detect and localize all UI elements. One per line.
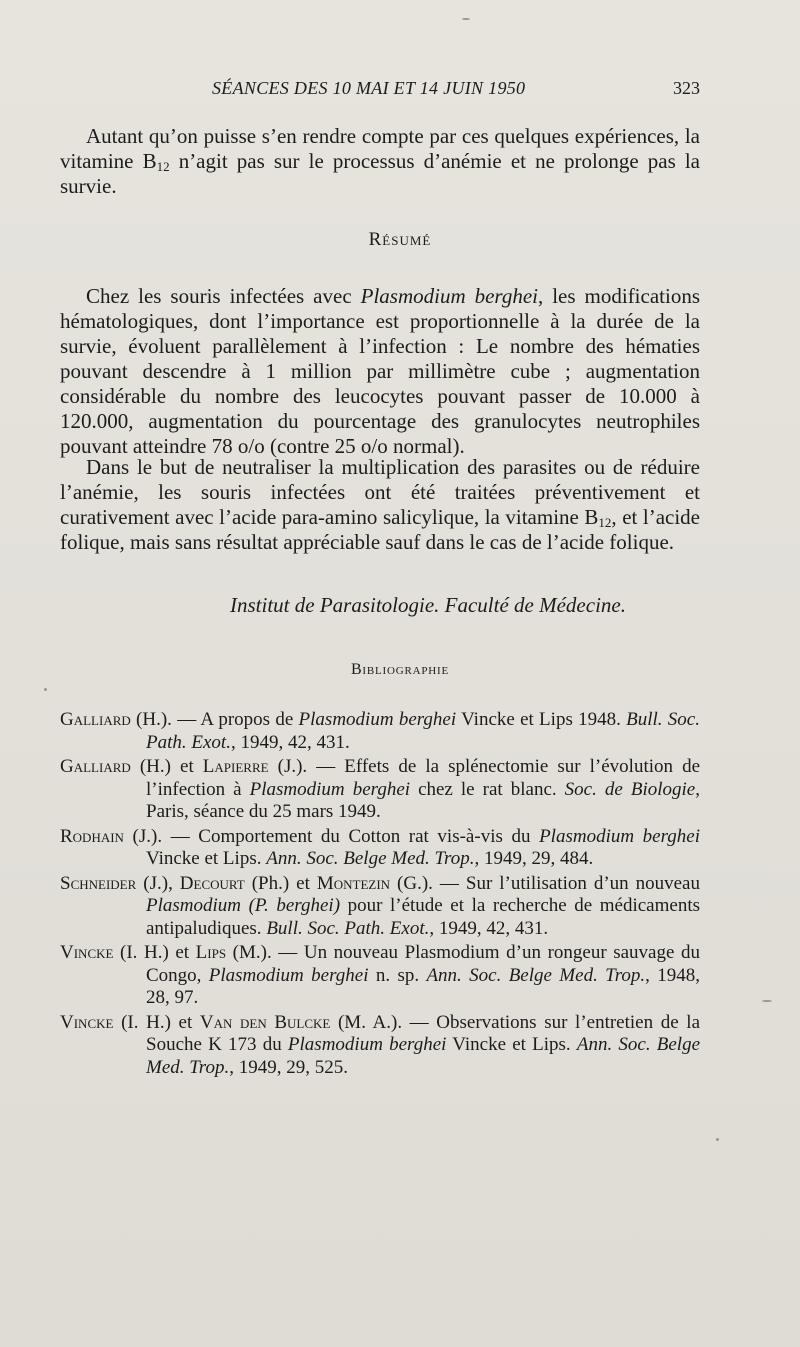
author-name: Rodhain — [60, 825, 124, 847]
bibliography-entry — [60, 756, 700, 824]
ref-italic: Plasmodium berghei — [208, 964, 369, 986]
ref-text: n. sp. — [368, 964, 427, 986]
resume-p2-subscript: 12 — [598, 515, 612, 530]
intro-paragraph — [60, 124, 700, 199]
bibliography-heading: Bibliographie — [350, 661, 450, 678]
author-name: Decourt — [179, 872, 245, 894]
author-name: Galliard — [60, 756, 131, 777]
author-name: Vincke — [60, 942, 114, 963]
bibliography-entry — [60, 942, 700, 1010]
bibliography-entry — [60, 826, 700, 871]
ref-text: , 1949, 29, 484. — [474, 848, 594, 869]
author-name: Galliard — [60, 709, 131, 730]
ref-text: (Ph.) et — [244, 872, 317, 894]
resume-paragraph-1 — [60, 284, 700, 459]
author-name: Montezin — [316, 872, 391, 894]
ref-text: , 1949, 42, 431. — [230, 731, 350, 753]
scan-speck — [44, 688, 47, 691]
ref-text: (I. H.) et — [113, 1011, 200, 1033]
ref-italic: Plasmodium berghei — [539, 825, 700, 847]
ref-italic: Plasmodium berghei — [298, 709, 457, 730]
resume-p1-text-a: Chez les souris infectées avec — [86, 284, 361, 308]
journal-name: Bull. Soc. Path. Exot. — [266, 917, 430, 939]
species-name: Plasmodium berghei — [360, 284, 538, 308]
bibliography-list — [60, 709, 700, 1081]
intro-subscript: 12 — [156, 159, 170, 174]
author-name: Van den Bulcke — [199, 1011, 331, 1033]
journal-name: Bull. Soc. Path. Exot. — [146, 709, 700, 753]
ref-text: (H.) et — [130, 756, 203, 777]
ref-text: Vincke et Lips. — [446, 1034, 577, 1055]
intro-text-a: Autant qu’on puisse s’en rendre compte par ces quelques expériences, la vitamine B — [60, 124, 700, 173]
ref-text: Vincke et Lips. — [146, 848, 267, 869]
ref-italic: Plasmodium berghei — [287, 1034, 447, 1055]
ref-text: chez le rat blanc. — [410, 778, 565, 800]
ref-text: (J.), — [136, 872, 180, 894]
author-name: Lips — [195, 942, 227, 963]
ref-text: (M. A.). — Observations sur l’entretien de la Souche K 173 du — [146, 1011, 701, 1055]
ref-text: (H.). — A propos de — [130, 709, 299, 730]
ref-text: , 1949, 42, 431. — [429, 917, 549, 939]
author-name: Lapierre — [202, 756, 269, 777]
ref-text: (M.). — Un nouveau Plasmodium d’un rongeur sauvage du Congo, — [146, 942, 700, 986]
scan-speck — [762, 1000, 772, 1002]
ref-text: (J.). — Comportement du Cotton rat vis-à-vis du — [123, 825, 540, 847]
ref-text: Vincke et Lips 1948. — [456, 709, 627, 730]
institution-signature: Institut de Parasitologie. Faculté de Médecine. — [230, 593, 626, 617]
journal-name: Ann. Soc. Belge Med. Trop. — [426, 964, 646, 986]
bibliography-entry — [60, 1012, 700, 1080]
ref-text: (J.). — Effets de la splénectomie sur l’évolution de l’infection à — [146, 756, 700, 800]
ref-text: , 1948, 28, 97. — [146, 964, 700, 1008]
journal-name: Ann. Soc. Belge Med. Trop. — [146, 1034, 701, 1078]
intro-text-b: n’agit pas sur le processus d’anémie et ne prolonge pas la survie. — [60, 149, 700, 198]
resume-p2-text-a: Dans le but de neutraliser la multiplication des parasites ou de réduire l’anémie, les souris infectées ont été traitées préventivement et curativement avec l’acide para-amino salicylique, la vitamine B — [60, 455, 700, 529]
resume-heading: Résumé — [368, 229, 432, 250]
ref-italic: Plasmodium berghei — [249, 778, 411, 800]
bibliography-entry — [60, 873, 700, 941]
scan-speck — [716, 1138, 719, 1141]
ref-text: , Paris, séance du 25 mars 1949. — [146, 778, 700, 822]
author-name: Vincke — [60, 1011, 114, 1033]
ref-text: (G.). — Sur l’utilisation d’un nouveau — [390, 872, 700, 894]
author-name: Schneider — [60, 872, 137, 894]
page-number: 323 — [673, 78, 700, 98]
journal-name: Ann. Soc. Belge Med. Trop. — [266, 848, 475, 869]
journal-name: Soc. de Biologie — [564, 778, 696, 800]
running-head: SÉANCES DES 10 MAI ET 14 JUIN 1950 — [212, 78, 526, 98]
bibliography-entry — [60, 709, 700, 754]
ref-text: pour l’étude et la recherche de médicaments antipaludiques. — [146, 895, 700, 939]
resume-p2-text-b: , et l’acide folique, mais sans résultat appréciable sauf dans le cas de l’acide folique. — [60, 505, 700, 554]
resume-paragraph-2 — [60, 455, 700, 555]
resume-p1-text-b: , les modifications hématologiques, dont l’importance est proportionnelle à la durée de la survie, évoluent parallèlement à l’infection : Le nombre des hématies pouvant descendre à 1 million par millimètre cube ; augmentation considérable du nombre des leucocytes pouvant passer de 10.000 à 120.000, augmentation du pourcentage des granulocytes neutrophiles pouvant atteindre 78 o/o (contre 25 o/o normal). — [60, 284, 700, 458]
ref-italic: Plasmodium (P. berghei) — [146, 895, 341, 916]
scan-speck — [462, 18, 470, 20]
ref-text: , 1949, 29, 525. — [229, 1056, 348, 1078]
ref-text: (I. H.) et — [113, 942, 196, 963]
